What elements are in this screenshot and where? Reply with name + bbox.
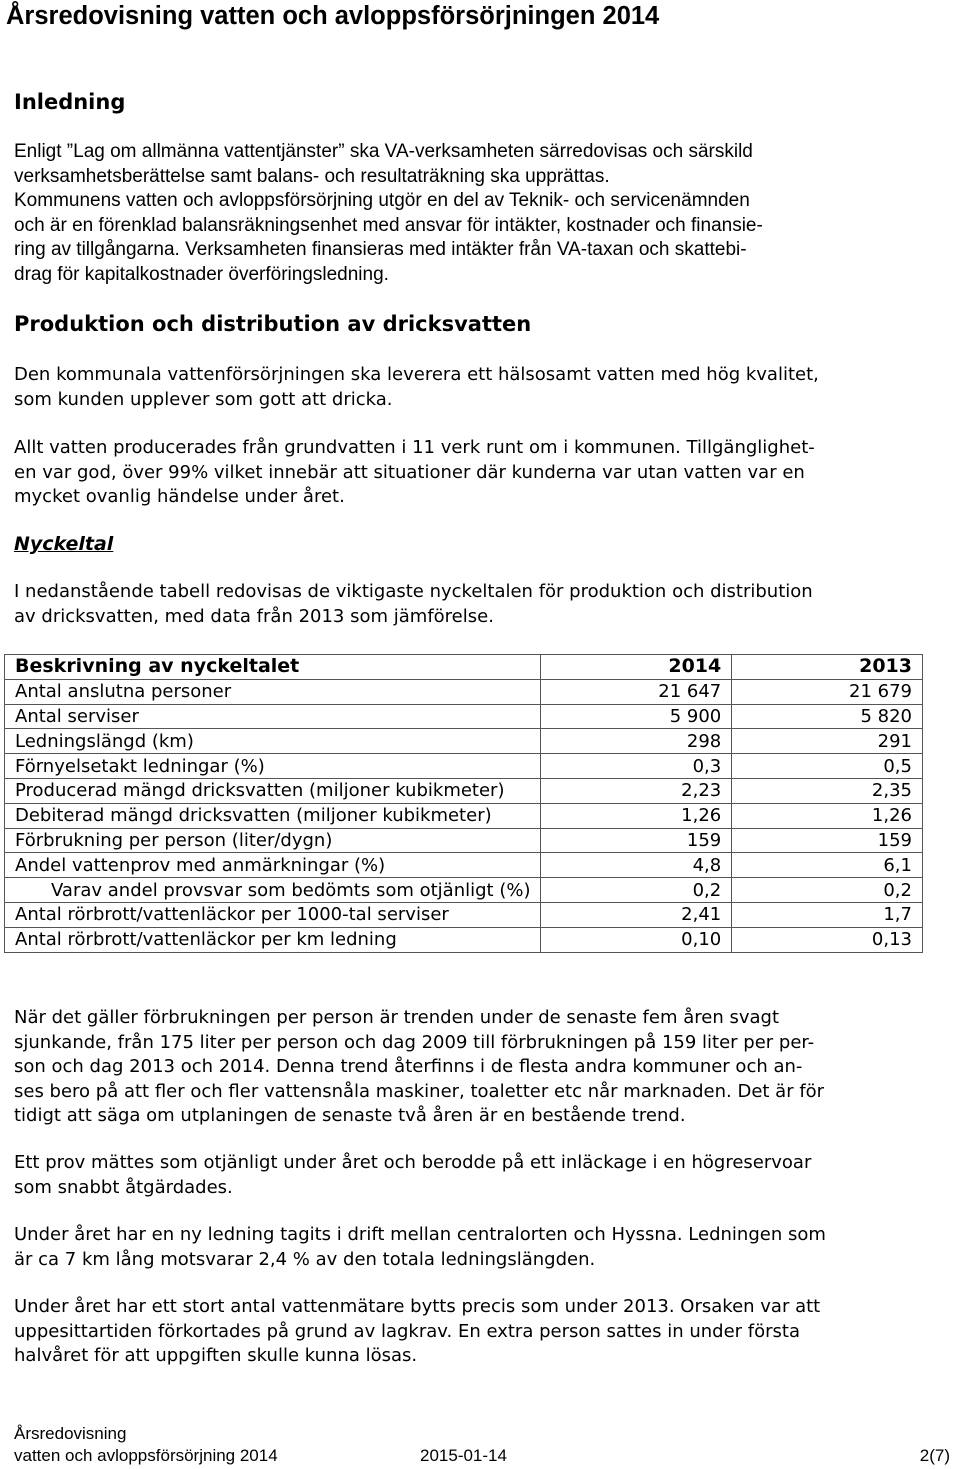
production-paragraph-2 (14, 436, 919, 510)
text-line: Allt vatten producerades från grundvatten i 11 verk runt om i kommunen. Tillgänglighet- (14, 437, 815, 458)
table-row (5, 878, 923, 903)
table-cell: 2,41 (541, 902, 732, 927)
table-cell: 0,10 (541, 927, 732, 952)
footer-page-number: 2(7) (919, 1446, 950, 1465)
table-cell: Antal anslutna personer (5, 679, 541, 704)
text-line: och är en förenklad balansräkningsenhet med ansvar för intäkter, kostnader och finansie- (14, 214, 763, 236)
text-line: När det gäller förbrukningen per person är trenden under de senaste fem åren svagt (14, 1007, 780, 1028)
table-cell: 21 679 (732, 679, 923, 704)
table-cell: 6,1 (732, 853, 923, 878)
footer-doc-subtitle: vatten och avloppsförsörjning 2014 (14, 1446, 278, 1465)
table-cell: 5 900 (541, 704, 732, 729)
table-cell: 0,2 (541, 878, 732, 903)
table-row (5, 704, 923, 729)
text-line: är ca 7 km lång motsvarar 2,4 % av den totala ledningslängden. (14, 1248, 596, 1270)
kpi-table (4, 654, 923, 953)
table-cell: Andel vattenprov med anmärkningar (%) (5, 853, 541, 878)
text-line: drag för kapitalkostnader överföringsledning. (14, 263, 389, 285)
table-cell: 1,26 (541, 803, 732, 828)
table-row (5, 778, 923, 803)
table-cell: 21 647 (541, 679, 732, 704)
text-line: Enligt ”Lag om allmänna vattentjänster” ska VA-verksamheten särredovisas och särskild (14, 141, 753, 162)
table-row (5, 803, 923, 828)
table-cell: 1,26 (732, 803, 923, 828)
text-line: en var god, över 99% vilket innebär att situationer där kunderna var utan vatten var en (14, 461, 805, 483)
column-header: 2014 (541, 655, 732, 680)
footer-date: 2015-01-14 (420, 1446, 507, 1465)
nyckeltal-intro (14, 580, 919, 629)
table-row (5, 679, 923, 704)
after-paragraph-1 (14, 1006, 919, 1129)
table-cell: 298 (541, 729, 732, 754)
text-line: uppesittartiden förkortades på grund av lagkrav. En extra person sattes in under första (14, 1320, 800, 1342)
column-header: Beskrivning av nyckeltalet (5, 655, 541, 680)
after-paragraph-2 (14, 1151, 919, 1200)
text-line: son och dag 2013 och 2014. Denna trend återfinns i de flesta andra kommuner och an- (14, 1056, 803, 1077)
table-cell: 2,35 (732, 778, 923, 803)
text-line: ring av tillgångarna. Verksamheten finansieras med intäkter från VA-taxan och skattebi- (14, 239, 747, 260)
text-line: Den kommunala vattenförsörjningen ska leverera ett hälsosamt vatten med hög kvalitet, (14, 364, 819, 385)
table-cell: Debiterad mängd dricksvatten (miljoner kubikmeter) (5, 803, 541, 828)
after-paragraph-3 (14, 1223, 919, 1272)
table-cell: 5 820 (732, 704, 923, 729)
table-cell: 159 (541, 828, 732, 853)
section-heading-nyckeltal: Nyckeltal (14, 533, 114, 555)
table-row (5, 828, 923, 853)
table-cell: 0,2 (732, 878, 923, 903)
intro-paragraph (14, 140, 919, 287)
text-line: ses bero på att fler och fler vattensnåla maskiner, toaletter etc når marknaden. Det är för (14, 1080, 825, 1102)
table-cell: 4,8 (541, 853, 732, 878)
text-line: som kunden upplever som gott att dricka. (14, 388, 393, 410)
after-paragraph-4 (14, 1295, 919, 1369)
table-cell: Ledningslängd (km) (5, 729, 541, 754)
table-cell: 159 (732, 828, 923, 853)
table-cell: Antal serviser (5, 704, 541, 729)
text-line: I nedanstående tabell redovisas de viktigaste nyckeltalen för produktion och distribution (14, 581, 813, 602)
footer-doc-title: Årsredovisning (14, 1424, 127, 1443)
section-heading-produktion: Produktion och distribution av dricksvatten (14, 312, 532, 336)
text-line: av dricksvatten, med data från 2013 som jämförelse. (14, 605, 494, 627)
table-row (5, 927, 923, 952)
text-line: Under året har ett stort antal vattenmätare bytts precis som under 2013. Orsaken var att (14, 1296, 821, 1317)
table-cell: Förbrukning per person (liter/dygn) (5, 828, 541, 853)
table-cell: Antal rörbrott/vattenläckor per km ledning (5, 927, 541, 952)
table-cell: 0,5 (732, 754, 923, 779)
table-row (5, 729, 923, 754)
table-cell: Varav andel provsvar som bedömts som otjänligt (%) (5, 878, 541, 903)
text-line: verksamhetsberättelse samt balans- och resultaträkning ska upprättas. (14, 165, 610, 187)
table-cell: Förnyelsetakt ledningar (%) (5, 754, 541, 779)
text-line: Ett prov mättes som otjänligt under året och berodde på ett inläckage i en högreservoar (14, 1152, 812, 1173)
table-header-row (5, 655, 923, 680)
text-line: halvåret för att uppgiften skulle kunna lösas. (14, 1345, 418, 1366)
table-cell: 1,7 (732, 902, 923, 927)
text-line: tidigt att säga om utplaningen de senaste två åren är en bestående trend. (14, 1105, 686, 1126)
text-line: sjunkande, från 175 liter per person och dag 2009 till förbrukningen på 159 liter per per- (14, 1031, 815, 1053)
table-cell: 0,3 (541, 754, 732, 779)
text-line: mycket ovanlig händelse under året. (14, 486, 345, 507)
section-heading-inledning: Inledning (14, 90, 126, 114)
table-cell: Antal rörbrott/vattenläckor per 1000-tal serviser (5, 902, 541, 927)
table-cell: 2,23 (541, 778, 732, 803)
table-cell: 291 (732, 729, 923, 754)
table-row (5, 754, 923, 779)
text-line: Under året har en ny ledning tagits i drift mellan centralorten och Hyssna. Ledningen som (14, 1224, 826, 1245)
table-row (5, 853, 923, 878)
column-header: 2013 (732, 655, 923, 680)
text-line: som snabbt åtgärdades. (14, 1176, 233, 1198)
page-title: Årsredovisning vatten och avloppsförsörjningen 2014 (6, 2, 660, 30)
production-paragraph-1 (14, 363, 919, 412)
text-line: Kommunens vatten och avloppsförsörjning utgör en del av Teknik- och servicenämnden (14, 190, 750, 211)
table-cell: 0,13 (732, 927, 923, 952)
table-row (5, 902, 923, 927)
table-cell: Producerad mängd dricksvatten (miljoner kubikmeter) (5, 778, 541, 803)
